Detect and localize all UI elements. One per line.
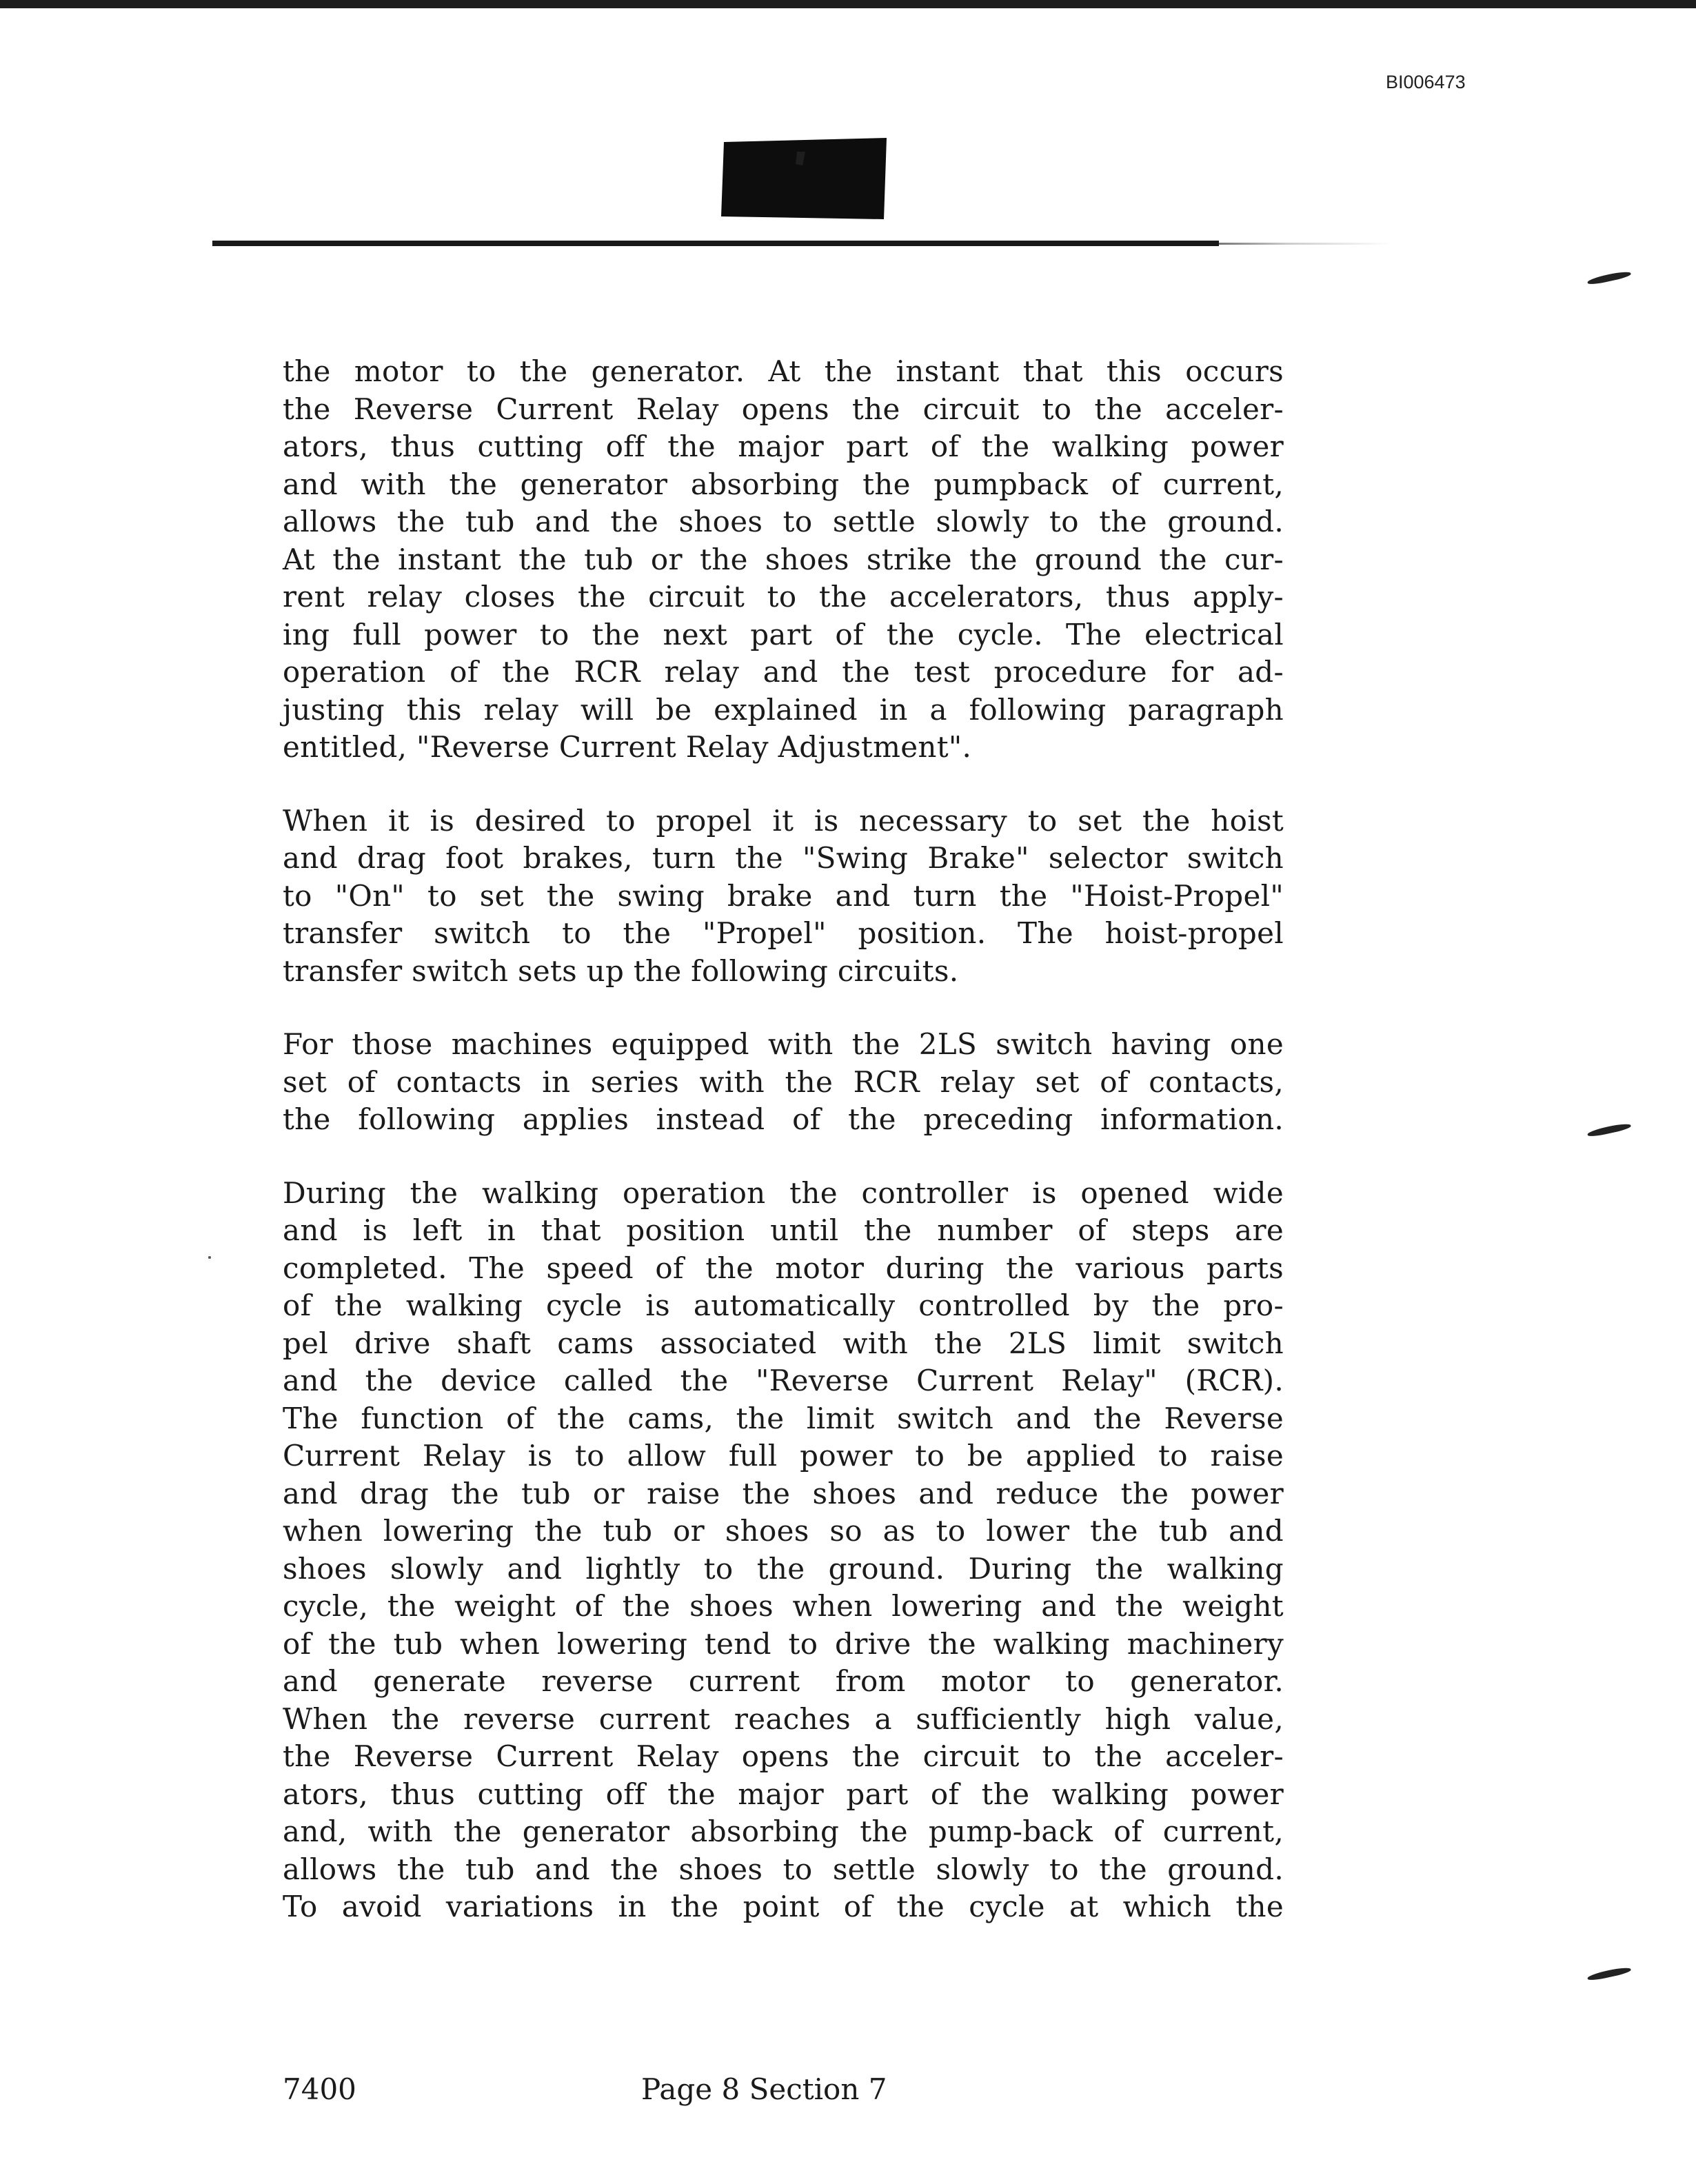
- body-text: [283, 353, 1284, 1962]
- text-line: When it is desired to propel it is necessary to set the hoist: [283, 803, 1284, 838]
- text-line: pel drive shaft cams associated with the 2LS limit switch: [283, 1326, 1284, 1360]
- paragraph-2ls-note: [283, 1026, 1284, 1139]
- text-line: At the instant the tub or the shoes strike the ground the cur-: [283, 542, 1284, 576]
- paragraph-walking-operation: [283, 1175, 1284, 1926]
- text-line-last: entitled, "Reverse Current Relay Adjustment".: [283, 730, 972, 764]
- text-line: the following applies instead of the preceding information.: [283, 1102, 1284, 1136]
- text-line: ators, thus cutting off the major part of the walking power: [283, 429, 1284, 463]
- top-edge-rule: [0, 0, 1696, 8]
- text-line: the Reverse Current Relay opens the circuit to the acceler-: [283, 1739, 1284, 1773]
- margin-punch-mark: [1587, 1965, 1632, 1981]
- paragraph-propel-setup: [283, 802, 1284, 991]
- header-rule-fade: [1219, 243, 1391, 245]
- text-line: Current Relay is to allow full power to be applied to raise: [283, 1439, 1284, 1473]
- text-line: of the walking cycle is automatically controlled by the pro-: [283, 1288, 1284, 1322]
- text-line: set of contacts in series with the RCR relay set of contacts,: [283, 1064, 1284, 1099]
- text-line: The function of the cams, the limit switch and the Reverse: [283, 1401, 1284, 1435]
- text-line: rent relay closes the circuit to the accelerators, thus apply-: [283, 580, 1284, 614]
- text-line: ators, thus cutting off the major part of the walking power: [283, 1777, 1284, 1811]
- text-line: ing full power to the next part of the cycle. The electrical: [283, 617, 1284, 651]
- text-line: allows the tub and the shoes to settle slowly to the ground.: [283, 1852, 1284, 1886]
- text-line: operation of the RCR relay and the test procedure for ad-: [283, 655, 1284, 689]
- text-line: the Reverse Current Relay opens the circuit to the acceler-: [283, 392, 1284, 426]
- text-line: and generate reverse current from motor to generator.: [283, 1664, 1284, 1698]
- footer-page-label: Page 8 Section 7: [641, 2072, 887, 2106]
- text-line: and, with the generator absorbing the pump-back of current,: [283, 1814, 1284, 1848]
- text-line: when lowering the tub or shoes so as to lower the tub and: [283, 1514, 1284, 1548]
- text-line: and is left in that position until the number of steps are: [283, 1213, 1284, 1247]
- text-line: cycle, the weight of the shoes when lowering and the weight: [283, 1589, 1284, 1623]
- text-line-last: transfer switch sets up the following circuits.: [283, 953, 959, 988]
- text-line: and drag foot brakes, turn the "Swing Brake" selector switch: [283, 841, 1284, 875]
- text-line: completed. The speed of the motor during the various parts: [283, 1251, 1284, 1285]
- text-line: shoes slowly and lightly to the ground. During the walking: [283, 1551, 1284, 1586]
- margin-punch-mark: [1587, 1122, 1632, 1138]
- text-line: transfer switch to the "Propel" position. The hoist-propel: [283, 916, 1284, 950]
- text-line: and the device called the "Reverse Current Relay" (RCR).: [283, 1364, 1284, 1397]
- text-line: justing this relay will be explained in a following paragraph: [283, 692, 1284, 727]
- text-line: of the tub when lowering tend to drive the walking machinery: [283, 1626, 1284, 1661]
- text-line: To avoid variations in the point of the cycle at which the: [283, 1890, 1284, 1923]
- margin-punch-mark: [1587, 270, 1632, 285]
- text-line: During the walking operation the controller is opened wide: [283, 1175, 1284, 1210]
- scan-speck: [208, 1256, 211, 1259]
- header-rule: [212, 241, 1219, 246]
- paragraph-rcr-cycle: [283, 353, 1284, 767]
- text-line: and with the generator absorbing the pumpback of current,: [283, 467, 1284, 501]
- text-line: to "On" to set the swing brake and turn the "Hoist-Propel": [283, 878, 1284, 913]
- document-id: BI006473: [1386, 72, 1466, 92]
- company-logo: [721, 138, 889, 219]
- text-line: the motor to the generator. At the instant that this occurs: [283, 354, 1284, 388]
- text-line: For those machines equipped with the 2LS switch having one: [283, 1027, 1284, 1061]
- text-line: allows the tub and the shoes to settle slowly to the ground.: [283, 505, 1284, 538]
- text-line: and drag the tub or raise the shoes and reduce the power: [283, 1476, 1284, 1510]
- text-line: When the reverse current reaches a sufficiently high value,: [283, 1701, 1284, 1736]
- footer-doc-number: 7400: [283, 2072, 356, 2106]
